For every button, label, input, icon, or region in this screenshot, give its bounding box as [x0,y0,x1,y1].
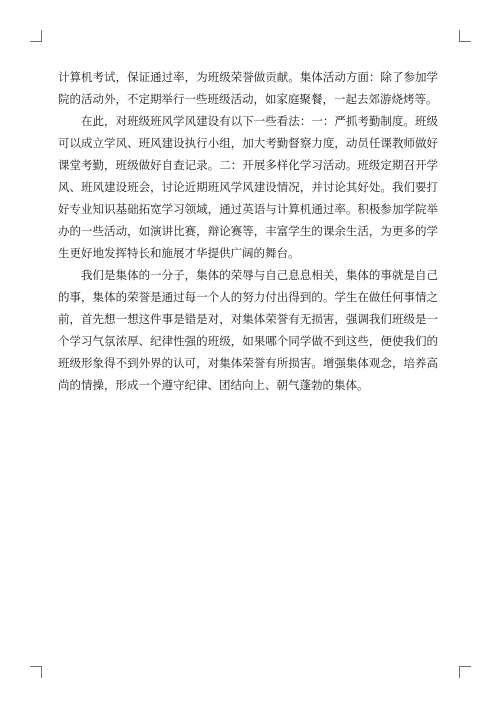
paragraph-class-style-views: 在此，对班级班风学风建设有以下一些看法：一：严抓考勤制度。班级可以成立学风、班风建设执行小组，加大考勤督察力度，动员任课教师做好课堂考勤，班级做好自查记录。二：开展多样化学习活动。班级定期召开学风、班风建设班会，讨论近期班风学风建设情况，并讨论其好处。我们要打好专业知识基础拓宽学习领域，通过英语与计算机通过率。积极参加学院举办的一些活动，如演讲比赛，辩论赛等，丰富学生的课余生活，为更多的学生更好地发挥特长和施展才华提供广阔的舞台。 [58,114,438,260]
crop-mark-top-left [30,30,42,42]
document-body [58,66,438,396]
paragraph-continuation: 计算机考试，保证通过率，为班级荣誉做贡献。集体活动方面：除了参加学院的活动外，不定期举行一些班级活动，如家庭聚餐，一起去郊游烧烤等。 [58,70,438,106]
crop-mark-top-right [459,30,471,42]
paragraph-collective-honor: 我们是集体的一分子，集体的荣辱与自己息息相关，集体的事就是自己的事，集体的荣誉是通过每一个人的努力付出得到的。学生在做任何事情之前，首先想一想这件事是错是对，对集体荣誉有无损害，强调我们班级是一个学习气氛浓厚、纪律性强的班级，如果哪个同学做不到这些，便使我们的班级形象得不到外界的认可，对集体荣誉有所损害。增强集体观念，培养高尚的情操，形成一个遵守纪律、团结向上、朝气蓬勃的集体。 [58,268,438,392]
crop-mark-bottom-left [30,666,42,678]
crop-mark-bottom-right [459,666,471,678]
